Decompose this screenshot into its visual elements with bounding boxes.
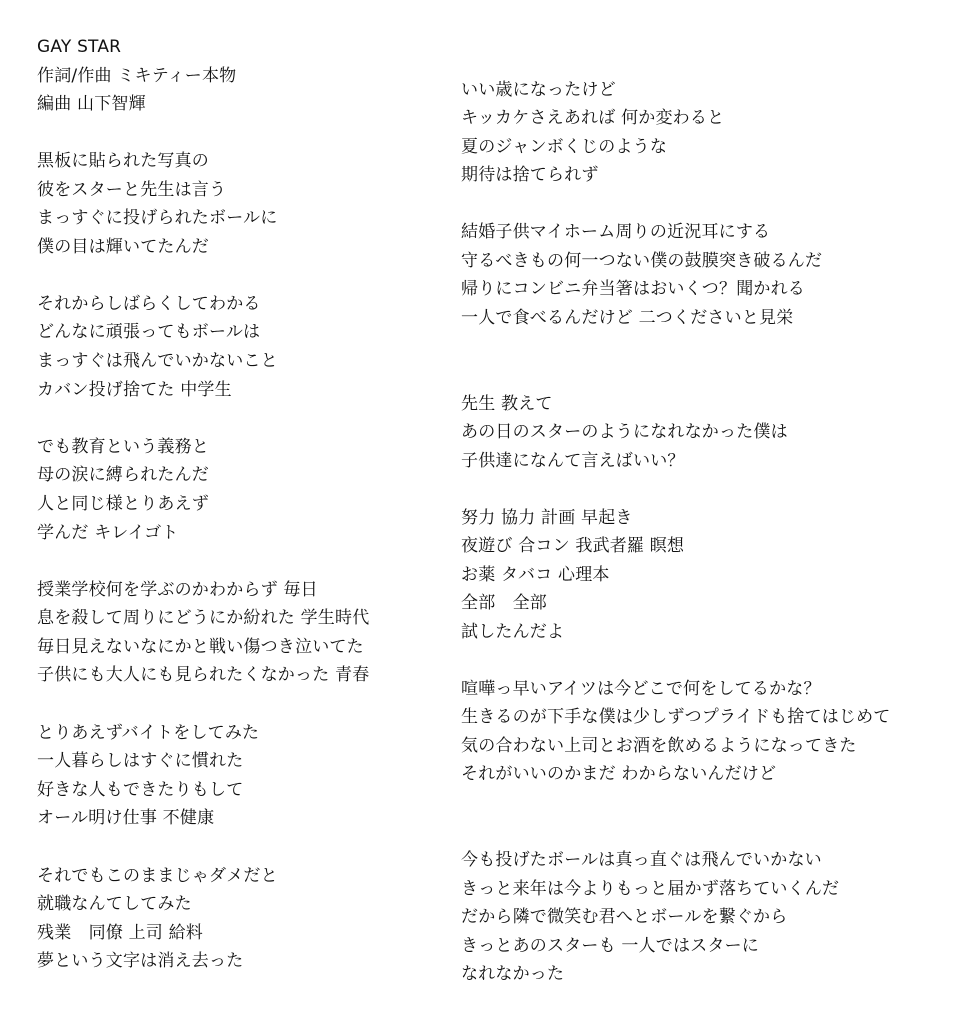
lyric-line: 努力 協力 計画 早起き [461,508,633,528]
lyric-line: きっとあのスターも 一人ではスターに [461,936,760,956]
credits-lyrics-music: 作詞/作曲 ミキティー本物 [37,66,237,86]
lyric-line: 期待は捨てられず [461,165,599,185]
lyric-line: 全部 全部 [461,593,547,613]
lyric-line: 彼をスターと先生は言う [37,180,227,200]
lyric-line: 僕の目は輝いてたんだ [37,237,209,257]
lyric-line: まっすぐに投げられたボールに [37,208,278,228]
lyric-line: 母の涙に縛られたんだ [37,465,209,485]
lyric-line: それでもこのままじゃダメだと [37,866,278,886]
lyric-line: お薬 タバコ 心理本 [461,565,610,585]
lyric-line: 授業学校何を学ぶのかわからず 毎日 [37,580,318,600]
lyric-line: キッカケさえあれば 何か変わると [461,108,725,128]
lyric-line: きっと来年は今よりもっと届かず落ちていくんだ [461,879,840,899]
lyric-line: とりあえずバイトをしてみた [37,723,260,743]
lyric-line: 気の合わない上司とお酒を飲めるようになってきた [461,736,857,756]
lyric-line: 喧嘩っ早いアイツは今どこで何をしてるかな？ [461,679,821,699]
credits-arrangement: 編曲 山下智輝 [37,94,146,114]
lyric-line: 子供達になんて言えばいい？ [461,451,685,471]
lyric-line: 子供にも大人にも見られたくなかった 青春 [37,665,370,685]
lyric-line: なれなかった [461,964,565,984]
lyric-line: 夢という文字は消え去った [37,951,244,971]
lyric-line: いい歳になったけど [461,80,616,100]
lyric-line: 好きな人もできたりもして [37,780,244,800]
song-title: GAY STAR [37,37,122,57]
lyric-line: 夜遊び 合コン 我武者羅 瞑想 [461,536,685,556]
lyric-line: 夏のジャンボくじのような [461,137,668,157]
lyric-line: 残業 同僚 上司 給料 [37,923,204,943]
lyric-line: 息を殺して周りにどうにか紛れた 学生時代 [37,608,370,628]
lyric-line: 一人で食べるんだけど 二つくださいと見栄 [461,308,794,328]
lyric-line: 先生 教えて [461,394,553,414]
lyric-line: でも教育という義務と [37,437,209,457]
lyric-line: カバン投げ捨てた 中学生 [37,380,232,400]
lyric-line: 今も投げたボールは真っ直ぐは飛んでいかない [461,850,822,870]
lyric-line: 帰りにコンビニ弁当箸はおいくつ？聞かれる [461,279,805,299]
lyric-line: オール明け仕事 不健康 [37,808,215,828]
lyric-line: それがいいのかまだ わからないんだけど [461,764,777,784]
lyric-line: 就職なんてしてみた [37,894,192,914]
lyric-line: 学んだ キレイゴト [37,523,179,543]
lyric-line: それからしばらくしてわかる [37,294,261,314]
lyric-line: だから隣で微笑む君へとボールを繋ぐから [461,907,788,927]
lyric-line: どんなに頑張ってもボールは [37,322,261,342]
lyric-line: 毎日見えないなにかと戦い傷つき泣いてた [37,637,364,657]
lyric-line: 試したんだよ [461,622,565,642]
lyric-line: 一人暮らしはすぐに慣れた [37,751,244,771]
lyric-line: 黒板に貼られた写真の [37,151,209,171]
lyric-line: 守るべきもの何一つない僕の鼓膜突き破るんだ [461,251,823,271]
lyric-line: あの日のスターのようになれなかった僕は [461,422,788,442]
lyric-line: まっすぐは飛んでいかないこと [37,351,278,371]
lyric-line: 生きるのが下手な僕は少しずつプライドも捨てはじめて [461,707,891,727]
lyric-line: 人と同じ様とりあえず [37,494,209,514]
lyric-line: 結婚子供マイホーム周りの近況耳にする [461,222,771,242]
